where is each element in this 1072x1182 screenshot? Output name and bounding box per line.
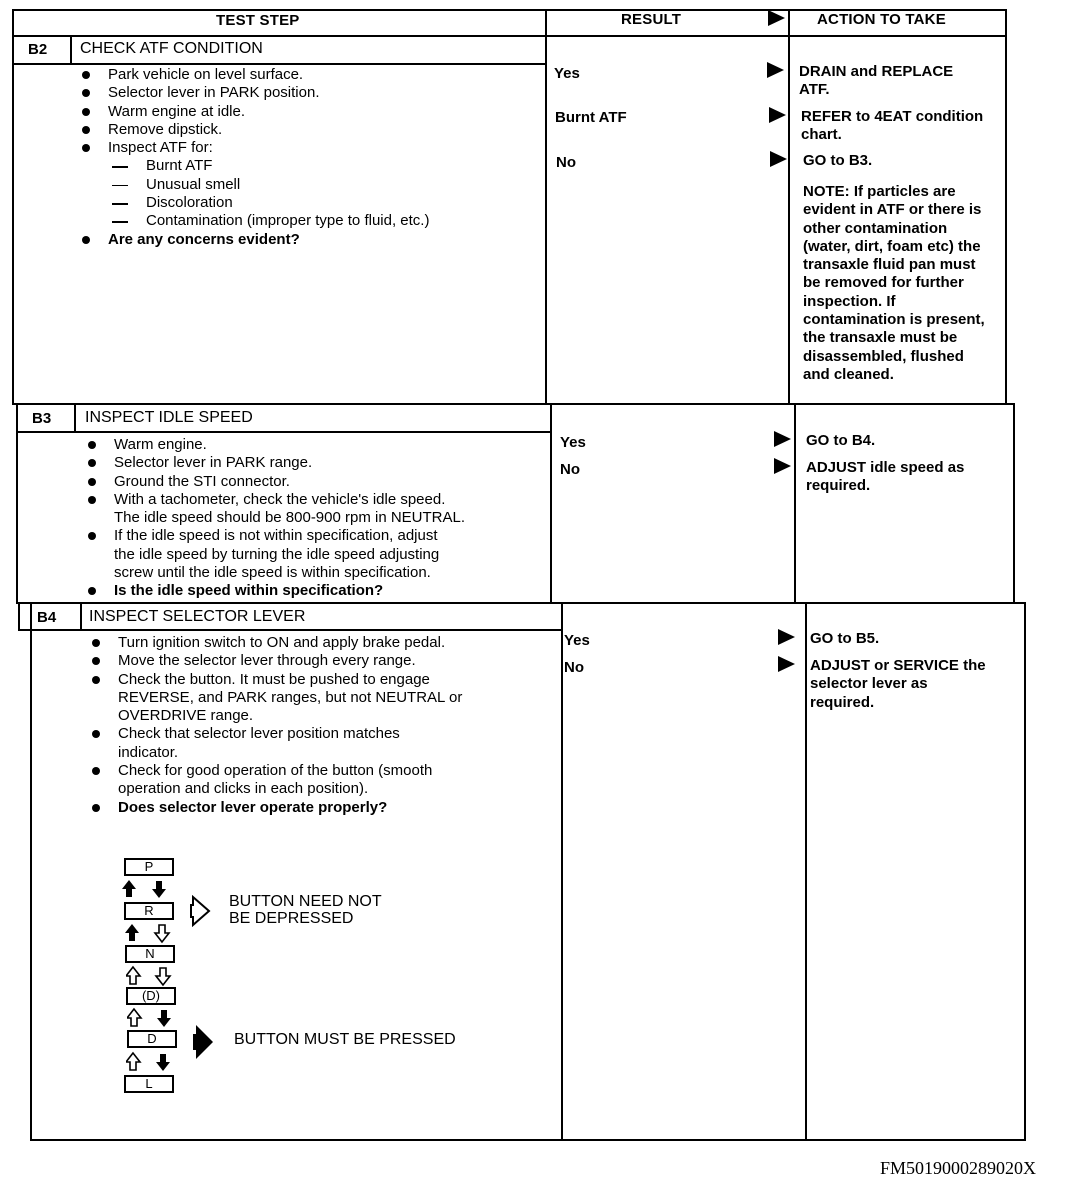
- bullet-icon: [92, 639, 100, 647]
- dash-icon: [112, 185, 128, 187]
- action-b2-no: GO to B3.: [803, 152, 873, 169]
- result-b3-yes: Yes: [560, 434, 586, 451]
- open-arrow-icon: [190, 895, 212, 927]
- rule-b4-code-left: [18, 603, 20, 631]
- list-item: Inspect ATF for: Burnt ATF Unusual smell Discoloration Contamination (improper type to fluid, etc.): [80, 139, 429, 230]
- bullet-icon: [88, 496, 96, 504]
- action-b3-no: ADJUST idle speed as required.: [806, 459, 965, 495]
- result-b4-yes: Yes: [564, 632, 590, 649]
- arrow-up-outline-icon: [127, 1009, 141, 1026]
- label-button-must-be-pressed: BUTTON MUST BE PRESSED: [234, 1031, 456, 1048]
- solid-arrow-icon: [193, 1024, 215, 1060]
- result-b4-no: No: [564, 659, 584, 676]
- label-button-need-not-be-depressed: BUTTON NEED NOT BE DEPRESSED: [229, 893, 382, 927]
- action-b4-yes: GO to B5.: [810, 630, 880, 647]
- arrows-p-r: [122, 878, 172, 900]
- action-b4-no: ADJUST or SERVICE the selector lever as required.: [810, 657, 986, 711]
- figure-code: FM5019000289020X: [880, 1158, 1037, 1178]
- bullet-icon: [82, 71, 90, 79]
- step-title-b3: INSPECT IDLE SPEED: [85, 409, 253, 426]
- step-items-b4: [90, 634, 462, 817]
- bullet-icon: [82, 108, 90, 116]
- list-item-question: Is the idle speed within specification?: [86, 582, 465, 600]
- gear-position-l: L: [124, 1075, 174, 1093]
- bullet-icon: [92, 767, 100, 775]
- action-b2-burnt-atf: REFER to 4EAT condition chart.: [801, 108, 984, 144]
- list-item-question: Are any concerns evident?: [80, 231, 429, 249]
- arrow-up-solid-icon: [125, 924, 139, 941]
- bullet-icon: [82, 236, 90, 244]
- rule-col1-b4: [561, 603, 563, 1141]
- arrow-icon: [774, 431, 791, 447]
- arrow-down-solid-icon: [152, 881, 166, 898]
- dash-icon: [112, 203, 128, 205]
- bullet-icon: [88, 459, 96, 467]
- list-item: Park vehicle on level surface.: [80, 66, 429, 84]
- arrow-up-outline-icon: [126, 967, 140, 984]
- sub-list-item: Burnt ATF: [80, 157, 429, 175]
- list-item: If the idle speed is not within specification, adjust the idle speed by turning the idle speed adjusting screw until the idle speed is within specification.: [86, 527, 465, 582]
- list-item: Check that selector lever position matches indicator.: [90, 725, 462, 762]
- rule-b3-title-bottom: [16, 431, 552, 433]
- rule-right-b3: [1013, 404, 1015, 604]
- list-item: Ground the STI connector.: [86, 473, 465, 491]
- sub-list-item: Discoloration: [80, 194, 429, 212]
- arrow-up-solid-icon: [122, 880, 136, 897]
- bullet-icon: [92, 657, 100, 665]
- sub-list-item: Unusual smell: [80, 176, 429, 194]
- gear-position-overdrive: (D): [126, 987, 176, 1005]
- list-item: Move the selector lever through every range.: [90, 652, 462, 670]
- list-item: Remove dipstick.: [80, 121, 429, 139]
- arrow-icon: [770, 151, 787, 167]
- rule-b2-title-bottom: [12, 63, 547, 65]
- arrow-icon: [767, 62, 784, 78]
- bullet-icon: [92, 730, 100, 738]
- arrow-down-solid-icon: [156, 1054, 170, 1071]
- list-item: Selector lever in PARK position.: [80, 84, 429, 102]
- rule-row-b3: [12, 403, 1015, 405]
- arrows-r-n: [125, 922, 175, 944]
- list-item-question: Does selector lever operate properly?: [90, 799, 462, 817]
- bullet-icon: [82, 89, 90, 97]
- header-action-to-take: ACTION TO TAKE: [817, 11, 946, 28]
- arrows-n-od: [126, 965, 176, 987]
- note-b2: NOTE: If particles are evident in ATF or there is other contamination (water, dirt, foam etc) the transaxle fluid pan must be removed for further inspection. If contamination is present, the transaxle must be disassembled, flushed and cleaned.: [803, 183, 985, 383]
- list-item: Selector lever in PARK range.: [86, 454, 465, 472]
- result-b2-no: No: [556, 154, 576, 171]
- arrow-down-outline-icon: [156, 968, 170, 985]
- arrows-od-d: [127, 1007, 177, 1029]
- arrows-d-l: [126, 1051, 176, 1073]
- rule-b3-code-divider: [74, 404, 76, 432]
- gear-position-p: P: [124, 858, 174, 876]
- bullet-icon: [88, 532, 96, 540]
- rule-b4-title-bottom: [18, 629, 563, 631]
- arrow-down-solid-icon: [157, 1010, 171, 1027]
- arrow-up-outline-icon: [126, 1053, 140, 1070]
- bullet-icon: [92, 804, 100, 812]
- arrow-icon: [778, 629, 795, 645]
- bullet-icon: [88, 587, 96, 595]
- gear-position-r: R: [124, 902, 174, 920]
- bullet-icon: [82, 144, 90, 152]
- list-item: Turn ignition switch to ON and apply brake pedal.: [90, 634, 462, 652]
- list-item: Warm engine at idle.: [80, 103, 429, 121]
- bullet-icon: [82, 126, 90, 134]
- list-item: Warm engine.: [86, 436, 465, 454]
- rule-b4-code-divider: [80, 603, 82, 631]
- bullet-icon: [88, 441, 96, 449]
- dash-icon: [112, 166, 128, 168]
- rule-col2-b3: [794, 404, 796, 604]
- step-items-b3: [86, 436, 465, 601]
- list-item: Check for good operation of the button (smooth operation and clicks in each position).: [90, 762, 462, 799]
- result-b3-no: No: [560, 461, 580, 478]
- result-b2-burnt-atf: Burnt ATF: [555, 109, 627, 126]
- sub-list-item: Contamination (improper type to fluid, etc.): [80, 212, 429, 230]
- arrow-icon: [769, 107, 786, 123]
- sub-list: [80, 157, 429, 230]
- gear-position-d: D: [127, 1030, 177, 1048]
- header-result: RESULT: [621, 11, 682, 28]
- dash-icon: [112, 221, 128, 223]
- step-code-b2: B2: [28, 41, 48, 58]
- rule-col2-b4: [805, 603, 807, 1141]
- action-b3-yes: GO to B4.: [806, 432, 876, 449]
- bullet-icon: [88, 478, 96, 486]
- gear-position-n: N: [125, 945, 175, 963]
- arrow-icon: [778, 656, 795, 672]
- list-item: Check the button. It must be pushed to engage REVERSE, and PARK ranges, but not NEUTRAL or OVERDRIVE range.: [90, 671, 462, 726]
- rule-col2-b2: [788, 9, 790, 405]
- rule-b2-code-divider: [70, 36, 72, 64]
- rule-col1-b2: [545, 9, 547, 405]
- rule-col1-b3: [550, 404, 552, 604]
- arrow-down-outline-icon: [155, 925, 169, 942]
- step-code-b4: B4: [37, 609, 57, 626]
- action-b2-yes: DRAIN and REPLACE ATF.: [799, 63, 954, 99]
- rule-left-b4: [30, 603, 32, 1141]
- header-arrow-icon: [768, 10, 785, 26]
- bullet-icon: [92, 676, 100, 684]
- rule-header-bottom: [12, 35, 1006, 37]
- list-item: With a tachometer, check the vehicle's idle speed. The idle speed should be 800-900 rpm in NEUTRAL.: [86, 491, 465, 528]
- result-b2-yes: Yes: [554, 65, 580, 82]
- step-code-b3: B3: [32, 410, 52, 427]
- step-title-b4: INSPECT SELECTOR LEVER: [89, 608, 306, 625]
- rule-left-b2: [12, 9, 14, 405]
- step-items-b2: [80, 66, 429, 249]
- rule-bottom: [30, 1139, 1026, 1141]
- step-title-b2: CHECK ATF CONDITION: [80, 40, 263, 57]
- rule-left-b3: [16, 404, 18, 604]
- rule-row-b4: [16, 602, 1026, 604]
- header-test-step: TEST STEP: [216, 12, 300, 29]
- rule-right-b4: [1024, 603, 1026, 1141]
- arrow-icon: [774, 458, 791, 474]
